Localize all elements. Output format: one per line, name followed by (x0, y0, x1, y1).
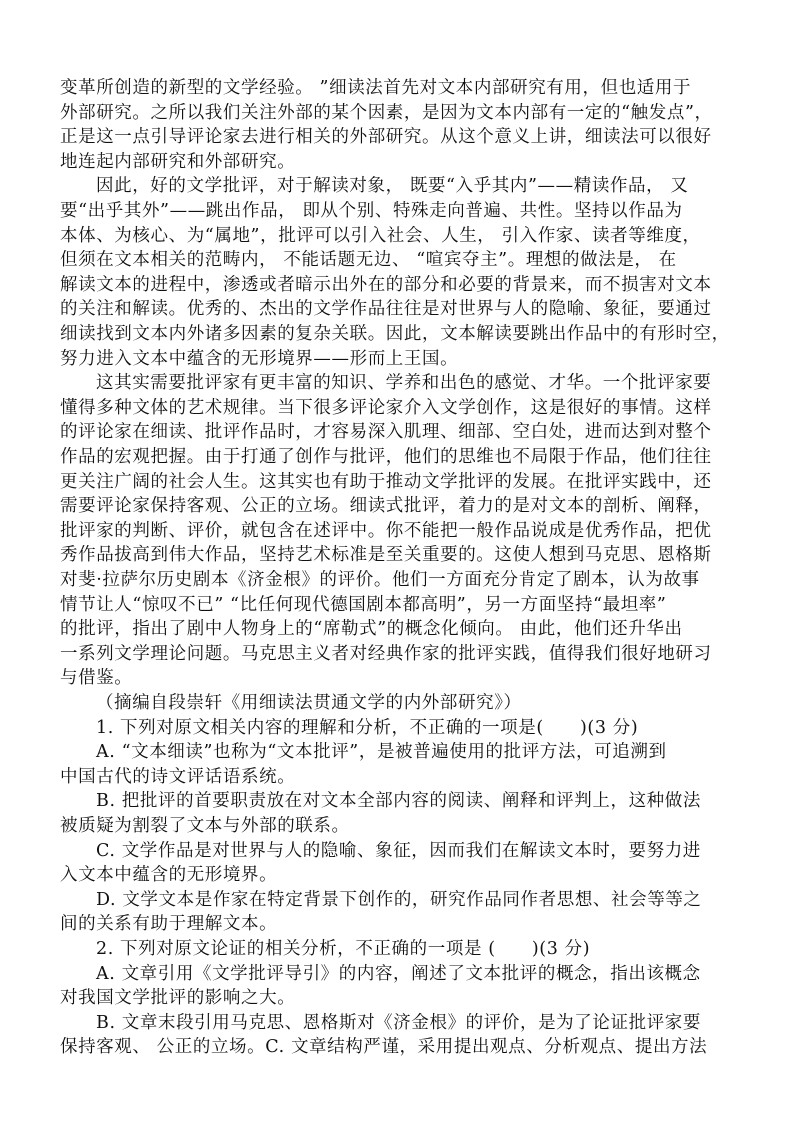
text-line: 解读文本的进程中，渗透或者暗示出外在的部分和必要的背景来，而不损害对文本 (60, 274, 712, 295)
text-line: C. 文学作品是对世界与人的隐喻、象征，因而我们在解读文本时，要努力进 (96, 840, 701, 861)
text-line: 秀作品拔高到伟大作品，坚持艺术标准是至关重要的。这使人想到马克思、恩格斯 (60, 545, 712, 566)
text-line: 批评家的判断、评价，就包含在述评中。你不能把一般作品说成是优秀作品，把优 (60, 520, 712, 541)
text-line: 需要评论家保持客观、公正的立场。细读式批评，着力的是对文本的剖析、阐释， (60, 496, 712, 517)
text-line: 1. 下列对原文相关内容的理解和分析，不正确的一项是( )(3 分) (96, 717, 639, 738)
text-line: 但须在文本相关的范畴内， 不能话题无边、 “喧宾夺主”。理想的做法是， 在 (60, 250, 677, 271)
text-line: 入文本中蕴含的无形境界。 (60, 865, 278, 886)
text-line: 作品的宏观把握。由于打通了创作与批评，他们的思维也不局限于作品，他们往往 (60, 447, 712, 467)
text-line: 情节让人“惊叹不已” “比任何现代德国剧本都高明”，另一方面坚持“最坦率” (60, 594, 667, 615)
text-line: 与借鉴。 (60, 668, 133, 689)
text-line: 一系列文学理论问题。马克思主义者对经典作家的批评实践，值得我们很好地研习 (60, 643, 712, 664)
text-line: 中国古代的诗文评话语系统。 (60, 766, 296, 787)
text-line: B. 把批评的首要职责放在对文本全部内容的阅读、阐释和评判上，这种做法 (96, 791, 701, 812)
text-line: A. 文章引用《文学批评导引》的内容，阐述了文本批评的概念，指出该概念 (96, 963, 701, 984)
text-line: 外部研究。之所以我们关注外部的某个因素，是因为文本内部有一定的“触发点”， (60, 102, 713, 123)
text-line: （摘编自段崇轩《用细读法贯通文学的内外部研究》） (96, 693, 522, 713)
text-line: 保持客观、 公正的立场。C. 文章结构严谨，采用提出观点、分析观点、提出方法 (60, 1037, 708, 1058)
text-line: 要“出乎其外”——跳出作品， 即从个别、特殊走向普遍、共性。坚持以作品为 (60, 201, 683, 221)
text-line: A. “文本细读”也称为“文本批评”，是被普遍使用的批评方法，可追溯到 (96, 742, 667, 763)
text-line: 被质疑为割裂了文本与外部的联系。 (60, 816, 350, 836)
text-line: 的关注和解读。优秀的、杰出的文学作品往往是对世界与人的隐喻、象征，要通过 (60, 299, 712, 320)
text-line: 正是这一点引导评论家去进行相关的外部研究。从这个意义上讲，细读法可以很好 (60, 127, 712, 148)
text-line: 间的关系有助于理解文本。 (60, 914, 278, 935)
text-line: 地连起内部研究和外部研究。 (60, 151, 296, 172)
text-line: 对斐·拉萨尔历史剧本《济金根》的评价。他们一方面充分肯定了剧本，认为故事 (60, 570, 700, 590)
text-line: 本体、为核心、为“属地”，批评可以引入社会、人生， 引入作家、读者等维度， (60, 225, 701, 246)
text-line: 的批评，指出了剧中人物身上的“席勒式”的概念化倾向。 由此，他们还升华出 (60, 619, 683, 640)
text-line: 细读找到文本内外诸多因素的复杂关联。因此，文本解读要跳出作品中的有形时空， (60, 324, 730, 344)
text-line: 对我国文学批评的影响之大。 (60, 988, 296, 1009)
text-line: B. 文章末段引用马克思、恩格斯对《济金根》的评价，是为了论证批评家要 (96, 1012, 701, 1033)
text-line: 这其实需要批评家有更丰富的知识、学养和出色的感觉、才华。一个批评家要 (96, 373, 712, 394)
text-line: 2. 下列对原文论证的相关分析，不正确的一项是 ( )(3 分) (96, 939, 591, 959)
text-line: 懂得多种文体的艺术规律。当下很多评论家介入文学创作，这是很好的事情。这样 (60, 397, 712, 418)
text-line: 因此，好的文学批评，对于解读对象， 既要“入乎其内”——精读作品， 又 (96, 176, 689, 197)
text-line: 更关注广阔的社会人生。这其实也有助于推动文学批评的发展。在批评实践中，还 (60, 471, 712, 492)
text-line: 努力进入文本中蕴含的无形境界——形而上王国。 (60, 348, 459, 369)
text-line: 变革所创造的新型的文学经验。 ”细读法首先对文本内部研究有用，但也适用于 (60, 78, 692, 98)
text-line: D. 文学文本是作家在特定背景下创作的，研究作品同作者思想、社会等等之 (96, 889, 702, 910)
text-line: 的评论家在细读、批评作品时，才容易深入肌理、细部、空白处，进而达到对整个 (60, 422, 712, 443)
